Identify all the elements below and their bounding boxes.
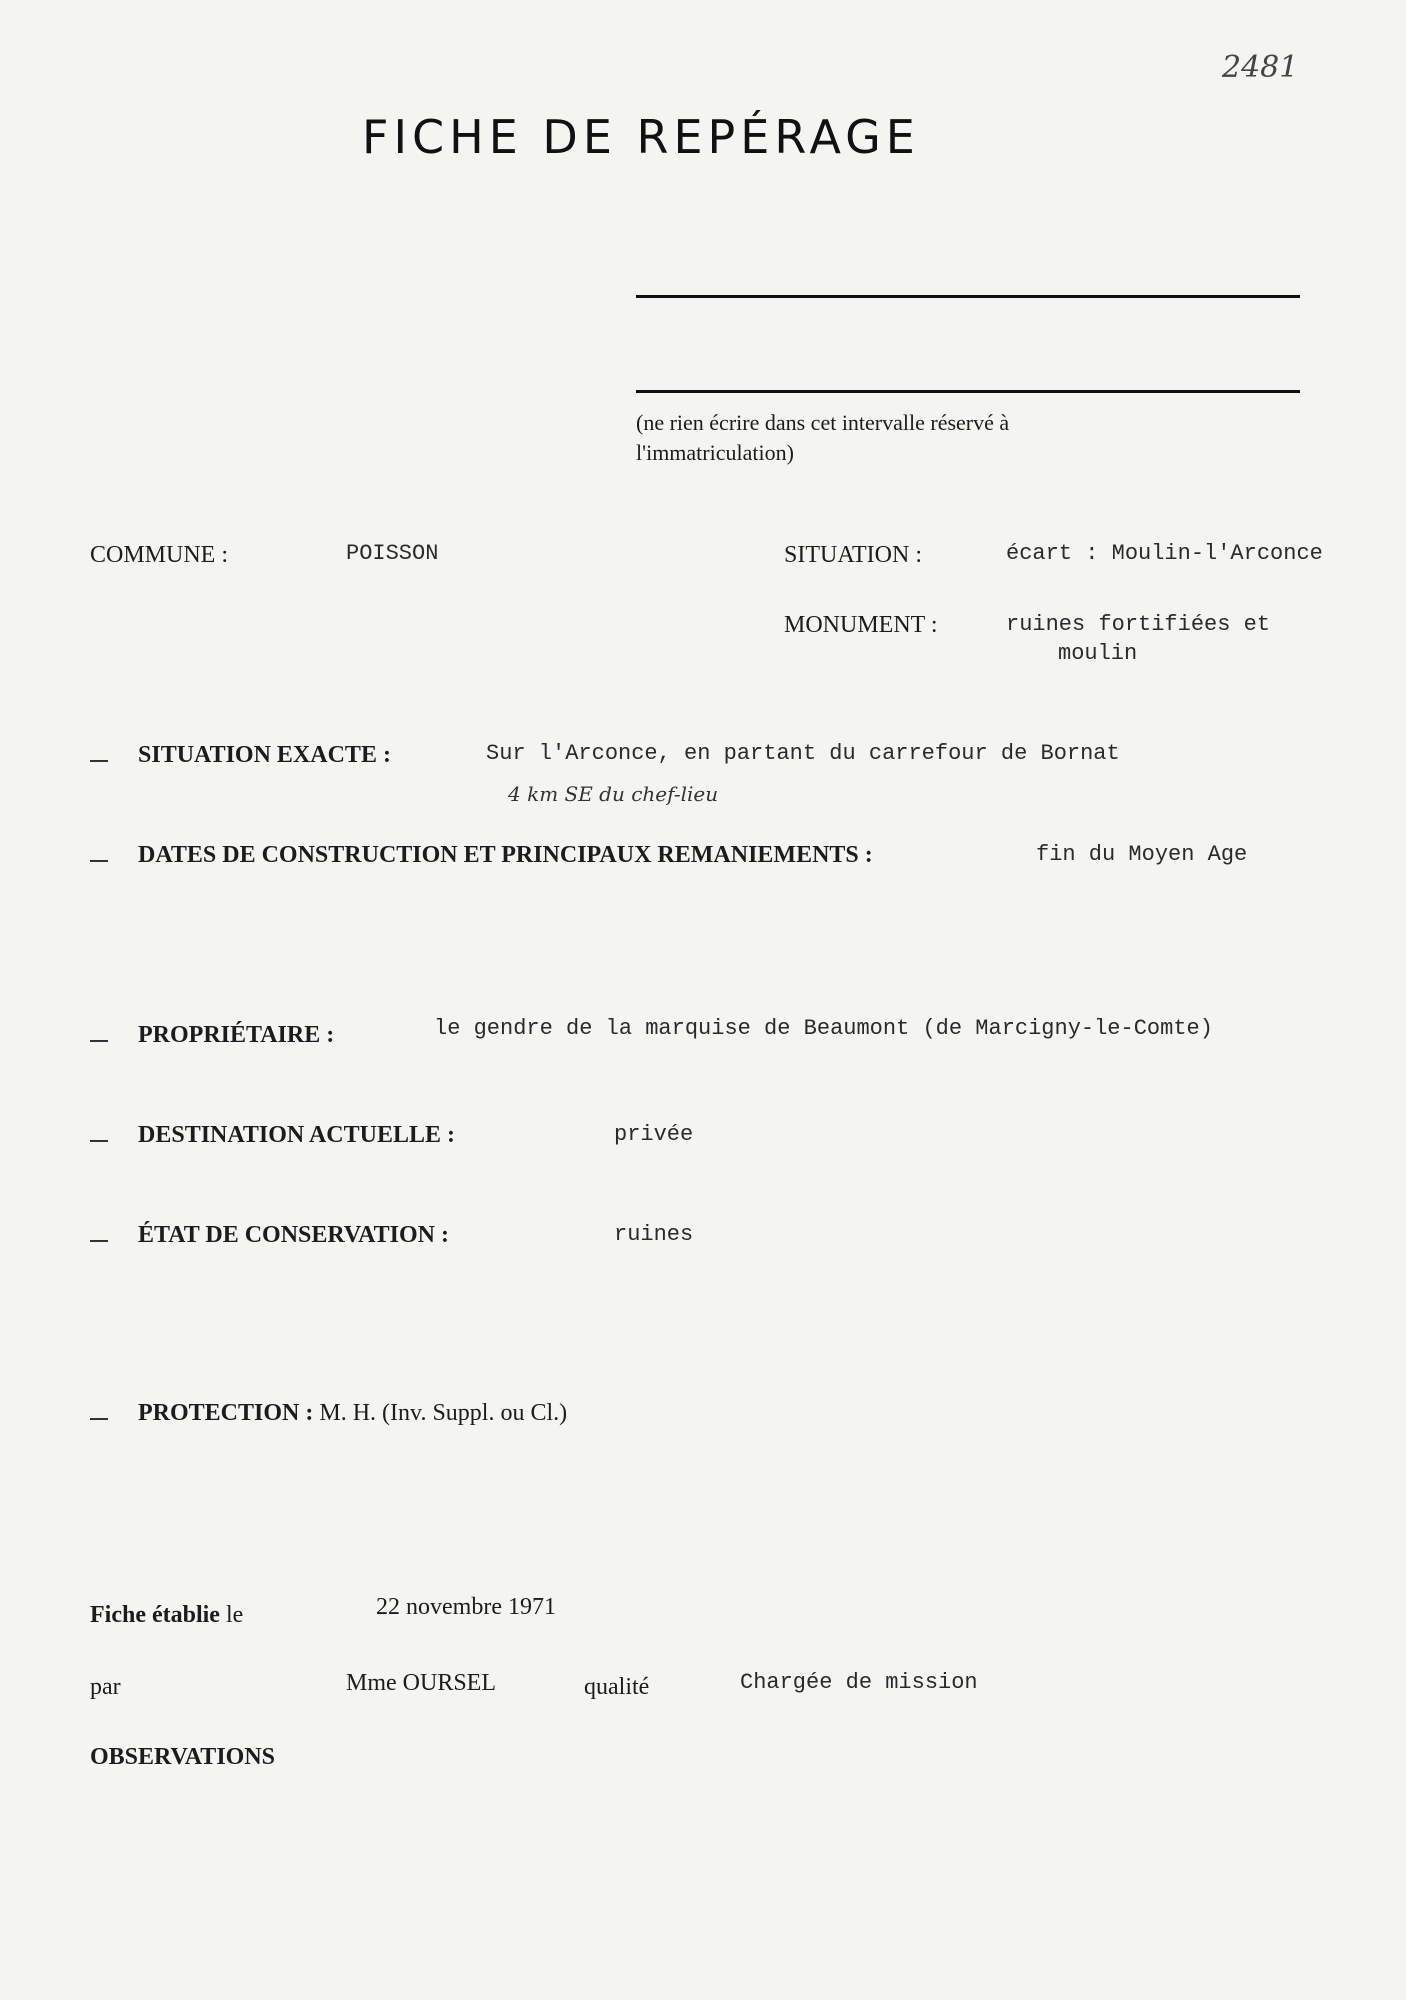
monument-label: MONUMENT :	[784, 612, 938, 638]
field-dash	[90, 760, 108, 762]
page-title: FICHE DE REPÉRAGE	[362, 110, 920, 164]
protection-value: M. H. (Inv. Suppl. ou Cl.)	[319, 1400, 568, 1426]
proprietaire-label: PROPRIÉTAIRE :	[138, 1022, 335, 1048]
protection-row	[138, 1400, 567, 1427]
proprietaire-value: le gendre de la marquise de Beaumont (de Marcigny-le-Comte)	[434, 1016, 1213, 1041]
fiche-date: 22 novembre 1971	[376, 1594, 556, 1620]
par-label: par	[90, 1674, 121, 1700]
dates-label: DATES DE CONSTRUCTION ET PRINCIPAUX REMANIEMENTS :	[138, 842, 873, 868]
fiche-etablie-label: Fiche établie	[90, 1602, 220, 1628]
situation-exacte-value: Sur l'Arconce, en partant du carrefour de Bornat	[486, 741, 1120, 766]
protection-label: PROTECTION :	[138, 1400, 314, 1426]
handwritten-annotation: 4 km SE du chef-lieu	[508, 782, 719, 806]
field-dash	[90, 860, 108, 862]
observations-label: OBSERVATIONS	[90, 1744, 276, 1770]
qualite-value: Chargée de mission	[740, 1670, 978, 1695]
situation-value: écart : Moulin-l'Arconce	[1006, 541, 1323, 566]
destination-label: DESTINATION ACTUELLE :	[138, 1122, 455, 1148]
field-dash	[90, 1140, 108, 1142]
fiche-etablie-le: le	[225, 1602, 244, 1628]
destination-value: privée	[614, 1122, 694, 1147]
registration-line-top	[636, 295, 1300, 298]
commune-value: POISSON	[346, 541, 439, 566]
etat-value: ruines	[614, 1222, 694, 1247]
registration-note: (ne rien écrire dans cet intervalle réservé à l'immatriculation)	[636, 410, 1010, 465]
commune-label: COMMUNE :	[90, 542, 229, 568]
situation-exacte-label: SITUATION EXACTE :	[138, 742, 391, 768]
monument-value-line2: moulin	[1058, 641, 1138, 666]
field-dash	[90, 1240, 108, 1242]
qualite-label: qualité	[584, 1674, 650, 1700]
field-dash	[90, 1040, 108, 1042]
etat-label: ÉTAT DE CONSERVATION :	[138, 1222, 450, 1248]
fiche-etablie-row	[90, 1602, 243, 1629]
registration-line-bottom	[636, 390, 1300, 393]
field-dash	[90, 1418, 108, 1420]
dates-value: fin du Moyen Age	[1036, 842, 1248, 867]
situation-label: SITUATION :	[784, 542, 922, 568]
author: Mme OURSEL	[346, 1670, 496, 1696]
monument-value-line1: ruines fortifiées et	[1006, 612, 1271, 637]
reference-number: 2481	[1222, 50, 1299, 85]
